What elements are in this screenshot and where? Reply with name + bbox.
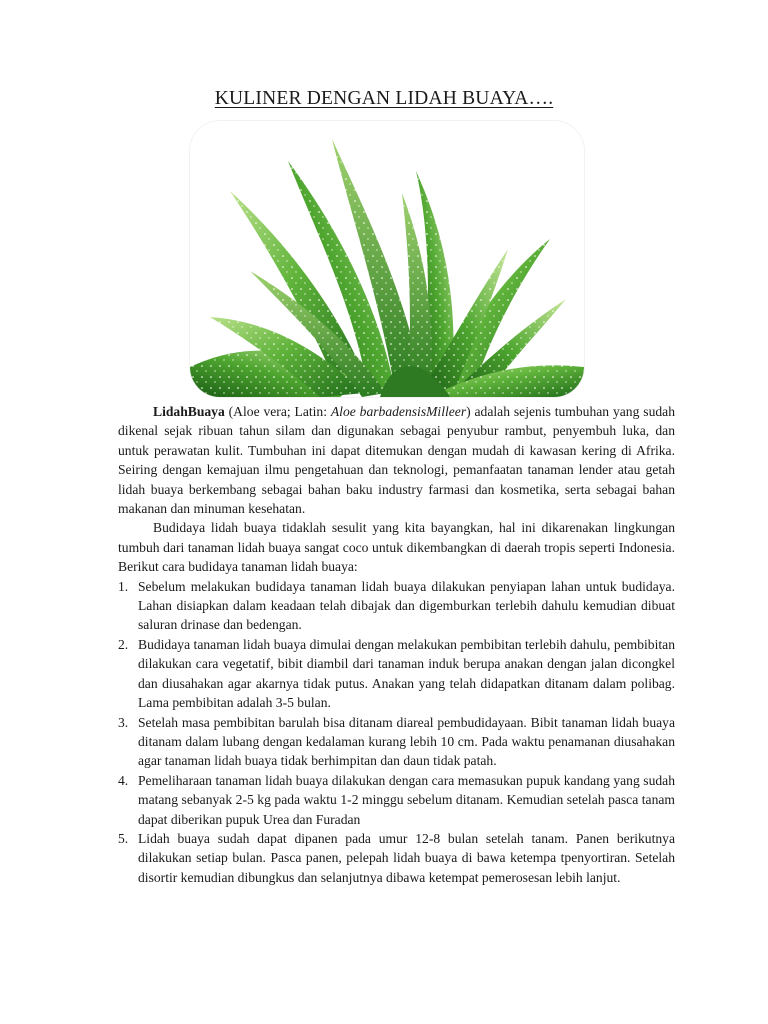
step-number: 5. [118,830,129,846]
intro-term: LidahBuaya [153,404,225,419]
step-text: Setelah masa pembibitan barulah bisa ditanam diareal pembudidayaan. Bibit tanaman lidah buaya ditanam dalam lubang dengan kedalaman kurang lebih 10 cm. Pada waktu penamanan diusahakan agar tanaman lidah buaya tidak berhimpitan dan daun tidak patah. [138,714,675,769]
intro-paragraph [118,402,675,518]
article-body [118,402,675,887]
list-item [118,635,675,713]
intro-rest: ) adalah sejenis tumbuhan yang sudah dikenal sejak ribuan tahun silam dan digunakan sebagai penyubur rambut, penyembuh luka, dan untuk perawatan kulit. Tumbuhan ini dapat ditemukan dengan mudah di kawasan kering di Afrika. Seiring dengan kemajuan ilmu pengetahuan dan teknologi, pemanfaatan tanaman lender atau getah lidah buaya berkembang sebagai bahan baku industry farmasi dan kosmetika, serta sebagai bahan makanan dan minuman kesehatan. [118,404,675,517]
intro-latin-name: Aloe barbadensisMilleer [330,404,467,419]
list-item [118,713,675,771]
step-number: 3. [118,714,129,730]
cultivation-paragraph: Budidaya lidah buaya tidaklah sesulit yang kita bayangkan, hal ini dikarenakan lingkungan tumbuh dari tanaman lidah buaya sangat coco untuk dikembangkan di daerah tropis seperti Indonesia. Berikut cara budidaya tanaman lidah buaya: [118,520,675,575]
step-text: Budidaya tanaman lidah buaya dimulai dengan melakukan pembibitan terlebih dahulu, pembibitan dilakukan cara vegetatif, bibit diambil dari tanaman induk berupa anakan dengan jalan dicongkel dan diusahakan agar akarnya tidak putus. Anakan yang telah didapatkan ditanam dalam polibag. Lama pembibitan adalah 3-5 bulan. [138,636,675,711]
step-text: Sebelum melakukan budidaya tanaman lidah buaya dilakukan penyiapan lahan untuk budidaya. Lahan disiapkan dalam keadaan telah dibajak dan digemburkan terlebih dahulu kemudian dibuat saluran drinase dan bedengan. [138,578,675,633]
list-item [118,577,675,635]
aloe-vera-illustration [190,121,584,397]
intro-latin-open: (Aloe vera; Latin: [224,404,331,419]
step-number: 4. [118,772,129,788]
step-number: 1. [118,578,129,594]
list-item [118,771,675,829]
page-title: KULINER DENGAN LIDAH BUAYA…. [214,88,554,109]
cultivation-steps-list [118,577,675,888]
aloe-vera-plant-photo [190,121,584,397]
step-number: 2. [118,636,129,652]
step-text: Pemeliharaan tanaman lidah buaya dilakukan dengan cara memasukan pupuk kandang yang sudah matang sebanyak 2-5 kg pada waktu 1-2 minggu sebelum ditanam. Kemudian setelah pasca tanam dapat diberikan pupuk Urea dan Furadan [138,772,675,827]
step-text: Lidah buaya sudah dapat dipanen pada umur 12-8 bulan setelah tanam. Panen berikutnya dilakukan setiap bulan. Pasca panen, pelepah lidah buaya di bawa ketempa tpenyortiran. Setelah disortir kemudian dibungkus dan selanjutnya dibawa ketempat pemerosesan lebih lanjut. [138,830,675,885]
list-item [118,829,675,887]
